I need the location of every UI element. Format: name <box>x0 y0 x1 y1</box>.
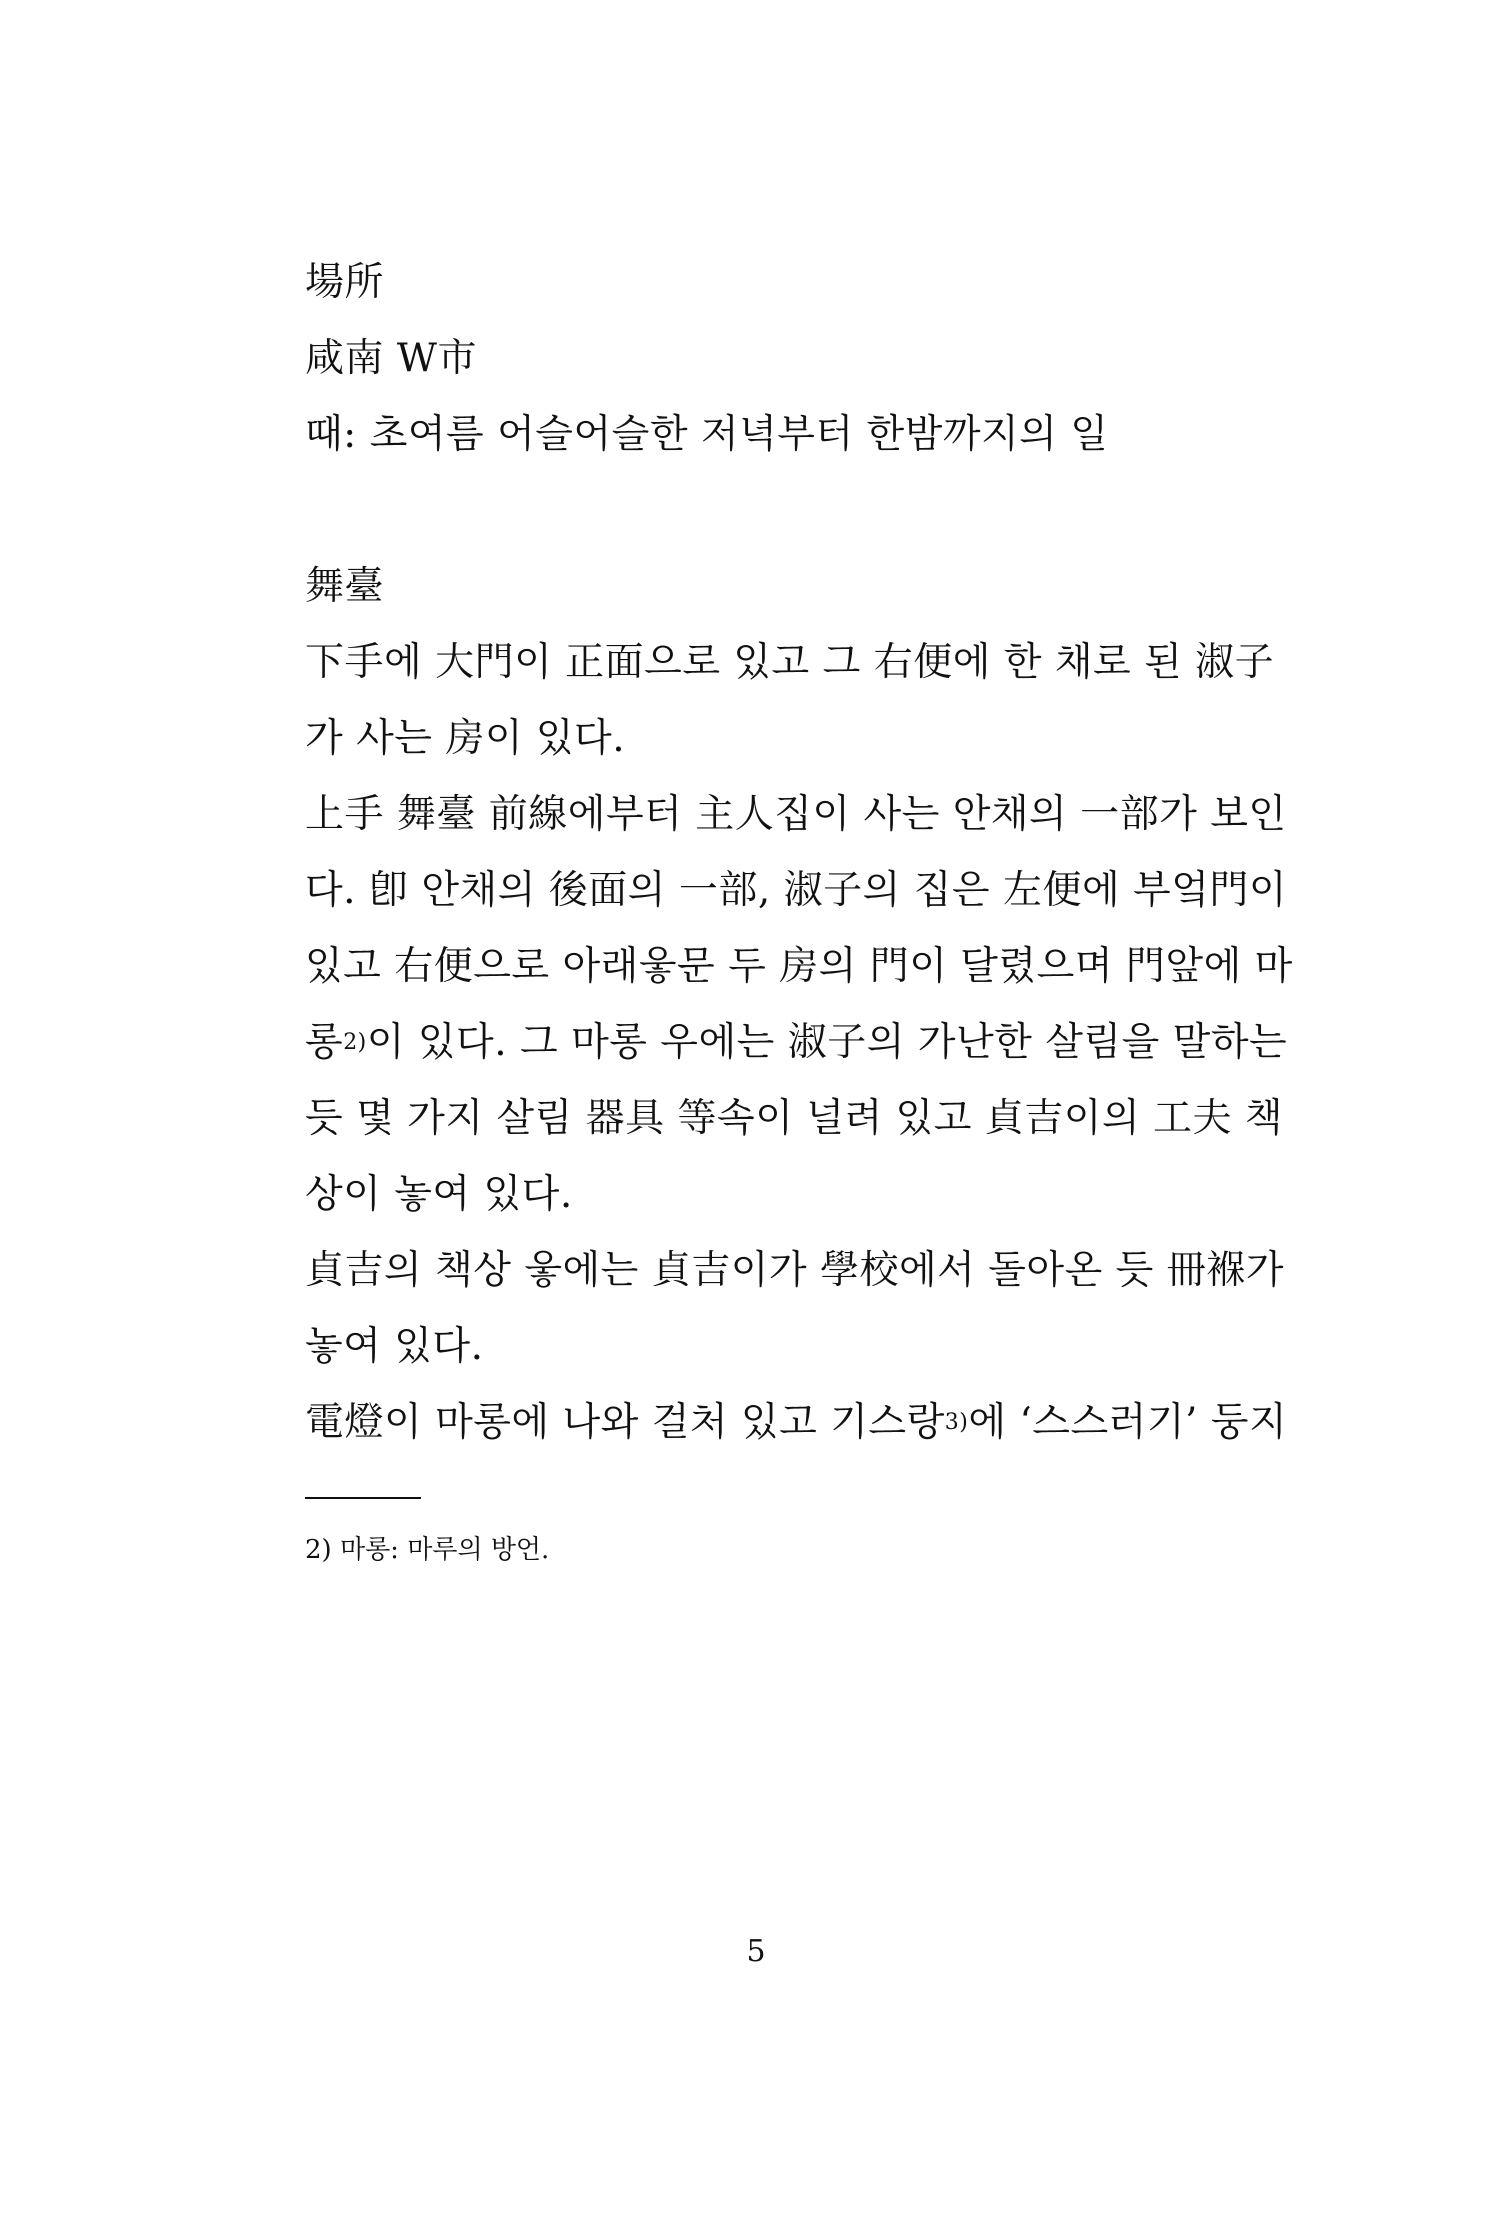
main-text <box>305 245 1293 1461</box>
body-line-11-start: 電燈이 마롱에 나와 걸처 있고 기스랑 <box>305 1400 945 1445</box>
footnote-divider <box>305 1497 421 1499</box>
stage-label: 舞臺 <box>305 564 385 609</box>
page-number: 5 <box>746 1934 766 1969</box>
body-line-6-start: 롱 <box>305 1020 344 1065</box>
body-line-11 <box>305 1385 1288 1461</box>
footnote-ref-3[interactable]: 3) <box>944 1410 969 1435</box>
section-gap <box>305 473 1235 549</box>
body-line-10: 놓여 있다. <box>305 1324 484 1369</box>
footnote-2: 2) 마롱: 마루의 방언. <box>305 1535 550 1565</box>
body-line-5: 있고 右便으로 아래웋문 두 房의 門이 달렸으며 門앞에 마 <box>305 944 1293 989</box>
body-line-6-rest: 이 있다. 그 마롱 우에는 淑子의 가난한 살림을 말하는 <box>366 1020 1288 1065</box>
footnote-ref-2[interactable]: 2) <box>343 1030 367 1055</box>
body-line-11-rest: 에 ‘스스러기’ 둥지 <box>968 1400 1288 1445</box>
body-line-1: 下手에 大門이 正面으로 있고 그 右便에 한 채로 된 淑子 <box>305 640 1275 685</box>
place-label: 場所 <box>305 260 385 305</box>
body-line-2: 가 사는 房이 있다. <box>305 716 626 761</box>
body-line-7: 듯 몇 가지 살림 器具 等속이 널려 있고 貞吉이의 工夫 책 <box>305 1096 1284 1141</box>
body-line-4: 다. 卽 안채의 後面의 一部, 淑子의 집은 左便에 부엌門이 <box>305 868 1288 913</box>
body-line-3: 上手 舞臺 前線에부터 主人집이 사는 안채의 一部가 보인 <box>305 792 1287 837</box>
time-line: 때: 초여름 어슬어슬한 저녁부터 한밤까지의 일 <box>305 412 1109 457</box>
body-line-8: 상이 놓여 있다. <box>305 1172 573 1217</box>
body-line-9: 貞吉의 책상 웋에는 貞吉이가 學校에서 돌아온 듯 冊褓가 <box>305 1248 1284 1293</box>
place-value: 咸南 W市 <box>305 336 477 381</box>
body-line-6 <box>305 1005 1288 1081</box>
